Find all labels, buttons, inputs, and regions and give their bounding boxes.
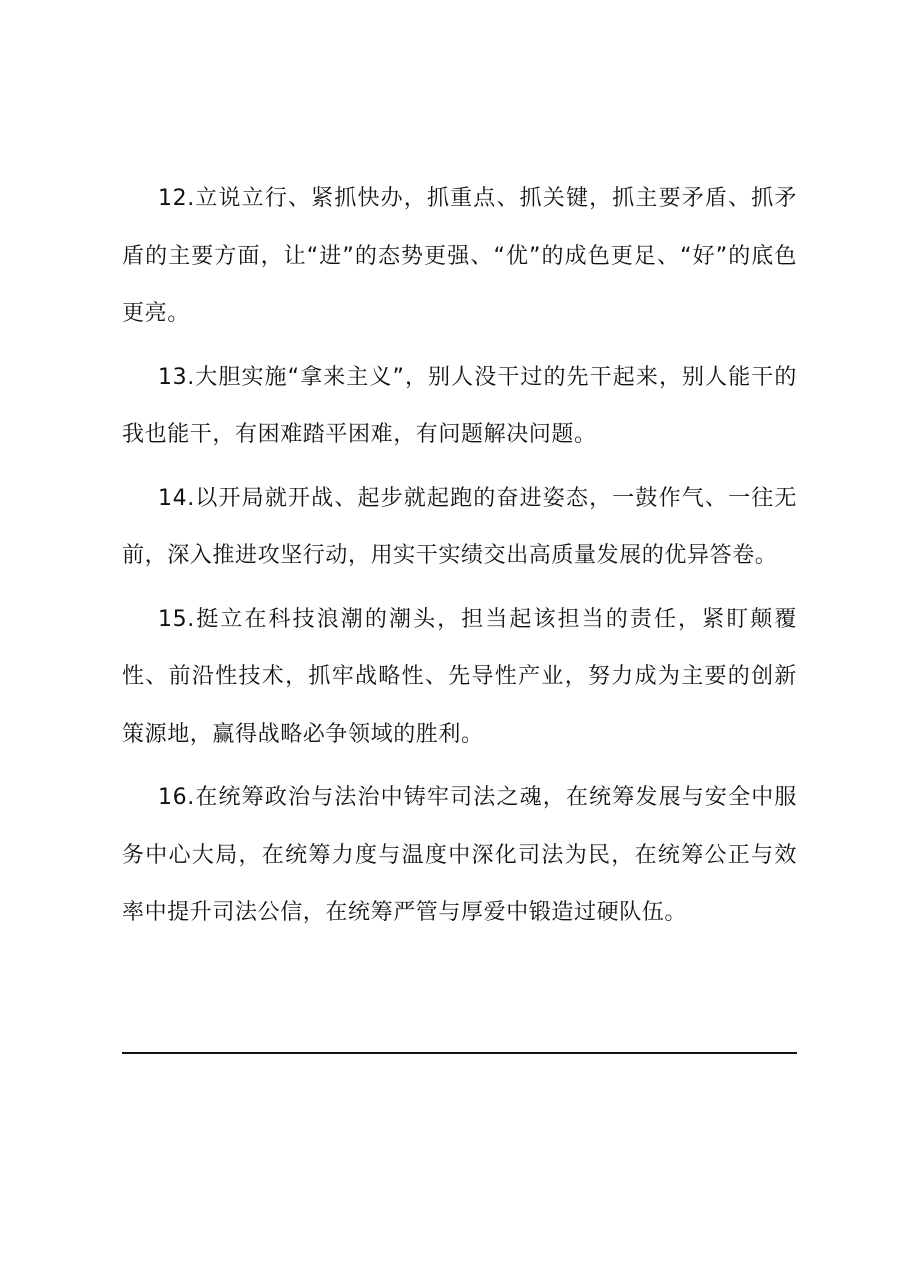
paragraph-13: 13.大胆实施“拿来主义”，别人没干过的先干起来，别人能干的我也能干，有困难踏平困难，有问题解决问题。 xyxy=(122,364,797,447)
paragraph-14: 14.以开局就开战、起步就起跑的奋进姿态，一鼓作气、一往无前，深入推进攻坚行动，用实干实绩交出高质量发展的优异答卷。 xyxy=(122,485,797,568)
document-body xyxy=(122,170,797,948)
paragraph-15: 15.挺立在科技浪潮的潮头，担当起该担当的责任，紧盯颠覆性、前沿性技术，抓牢战略性、先导性产业，努力成为主要的创新策源地，赢得战略必争领域的胜利。 xyxy=(122,606,797,747)
bottom-divider xyxy=(122,1052,797,1054)
paragraph-12: 12.立说立行、紧抓快办，抓重点、抓关键，抓主要矛盾、抓矛盾的主要方面，让“进”的态势更强、“优”的成色更足、“好”的底色更亮。 xyxy=(122,186,797,326)
paragraph-16: 16.在统筹政治与法治中铸牢司法之魂，在统筹发展与安全中服务中心大局，在统筹力度与温度中深化司法为民，在统筹公正与效率中提升司法公信，在统筹严管与厚爱中锻造过硬队伍。 xyxy=(122,785,797,925)
